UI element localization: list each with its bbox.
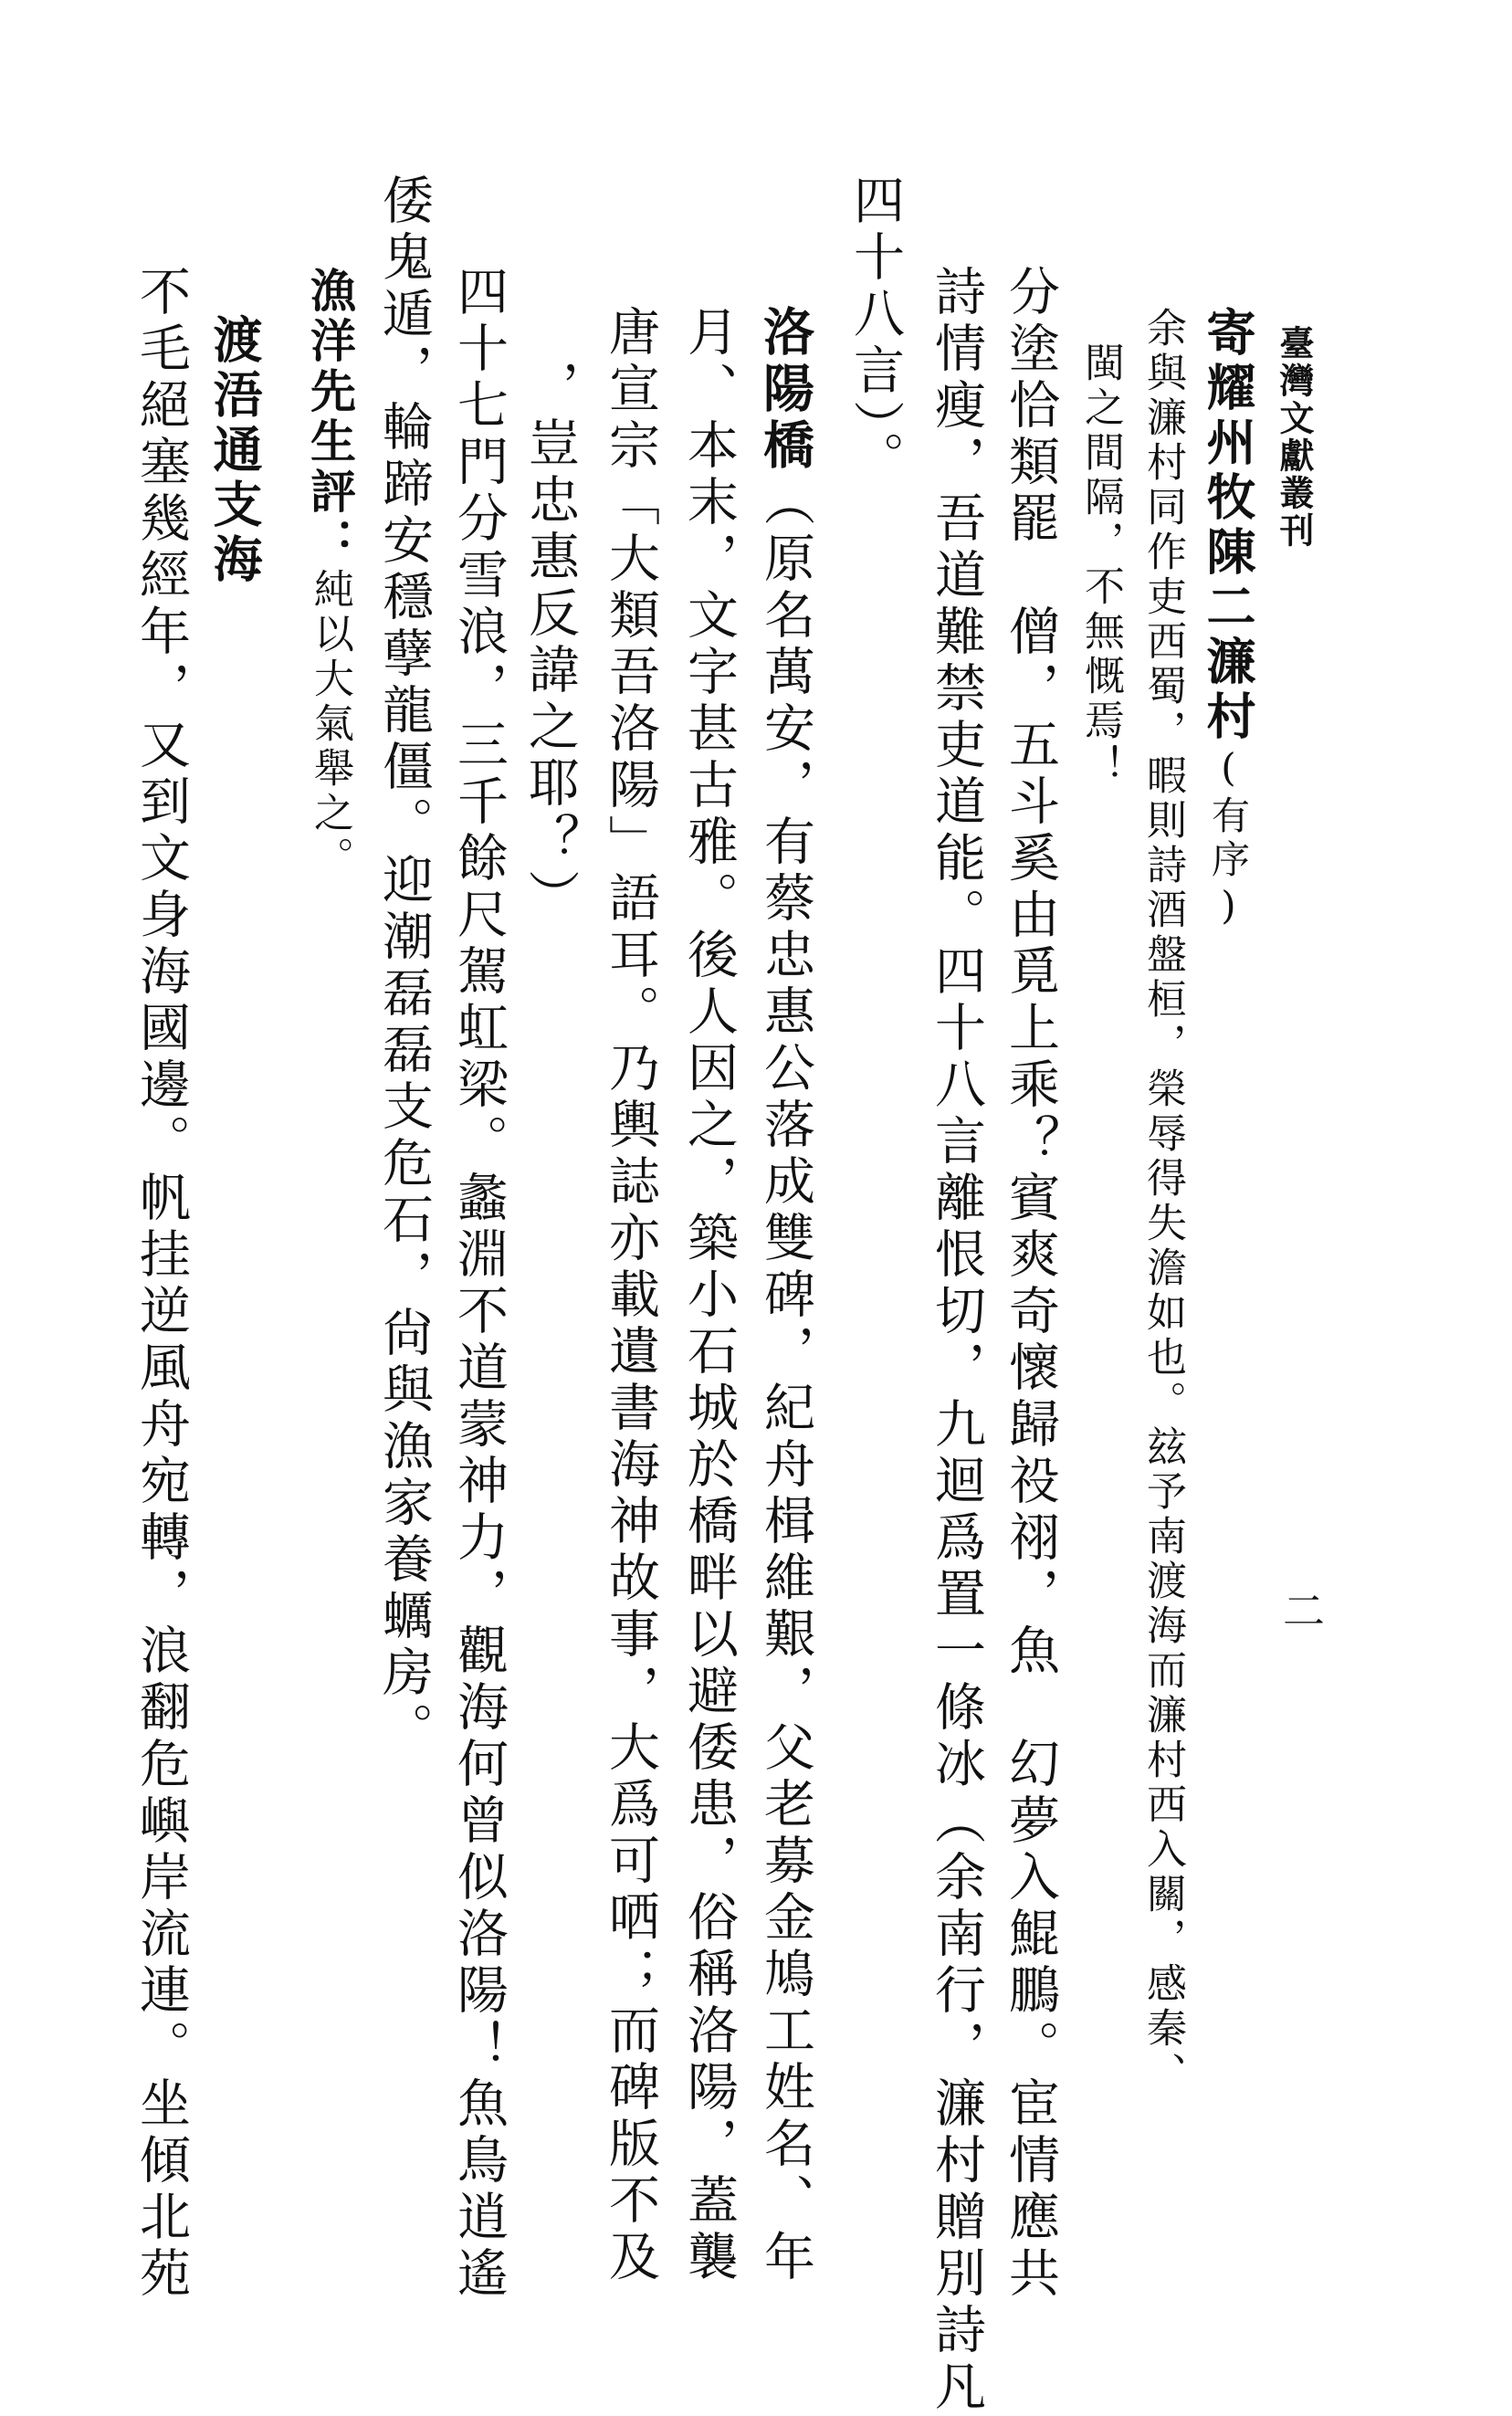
preface-line: 余與濂村同作吏西蜀，暇則詩酒盤桓，榮辱得失澹如也。玆予南渡海而濂村西入關，感秦、	[1139, 307, 1186, 2096]
poem-line	[755, 305, 815, 2286]
poem-preface-line: 唐宣宗「大類吾洛陽」語耳。乃輿誌亦載遺書海神故事，大爲可哂；而碑版不及	[601, 305, 660, 2286]
series-title: 臺灣文獻叢刊	[1274, 325, 1315, 550]
commentary	[303, 267, 357, 881]
page-number: 二	[1276, 1589, 1326, 1633]
commentary-text: 純以大氣舉之。	[307, 568, 353, 881]
preface-line: 閩之間隔，不無慨焉！	[1077, 341, 1124, 789]
commentary-label: 漁洋先生評：	[303, 267, 357, 568]
poem-title-note: (有序)	[1206, 745, 1251, 933]
poem-preface: （原名萬安，有蔡忠惠公落成雙碑，紀舟楫維艱，父老募金鳩工姓名、年	[756, 475, 815, 2286]
poem-line: 不毛絕塞幾經年，又到文身海國邊。帆挂逆風舟宛轉，浪翻危嶼岸流連。坐傾北苑	[131, 265, 191, 2303]
poem-line: 分塗恰類罷 僧，五斗奚由覓上乘？賓爽奇懷歸祋祤，魚 幻夢入鯤鵬。宦情應共	[1001, 265, 1060, 2303]
poem-title: 渡浯通支海	[205, 314, 264, 588]
poem-line: 四十八言）。	[845, 173, 905, 488]
poem-line: 詩情瘦，吾道難禁吏道能。四十八言離恨切，九迴爲置一條冰（余南行，濂村贈別詩凡	[927, 265, 986, 2416]
poem-preface-line: 月、本末，文字甚古雅。後人因之，築小石城於橋畔以避倭患，俗稱洛陽，蓋襲	[679, 305, 739, 2286]
poem-line: 倭鬼遁，輪蹄安穩孽龍僵。迎潮磊磊支危石，尙與漁家養蠣房。	[374, 173, 434, 1759]
poem-title: 洛陽橋	[755, 305, 815, 475]
poem-title	[1199, 307, 1257, 933]
poem-preface-line: ，豈忠惠反諱之耶？）	[520, 360, 580, 926]
poem-title-text: 寄耀州牧陳二濂村	[1199, 307, 1257, 745]
poem-line: 四十七門分雪浪，三千餘尺駕虹梁。蠡淵不道蒙神力，觀海何曾似洛陽！魚鳥逍遙	[449, 265, 509, 2303]
